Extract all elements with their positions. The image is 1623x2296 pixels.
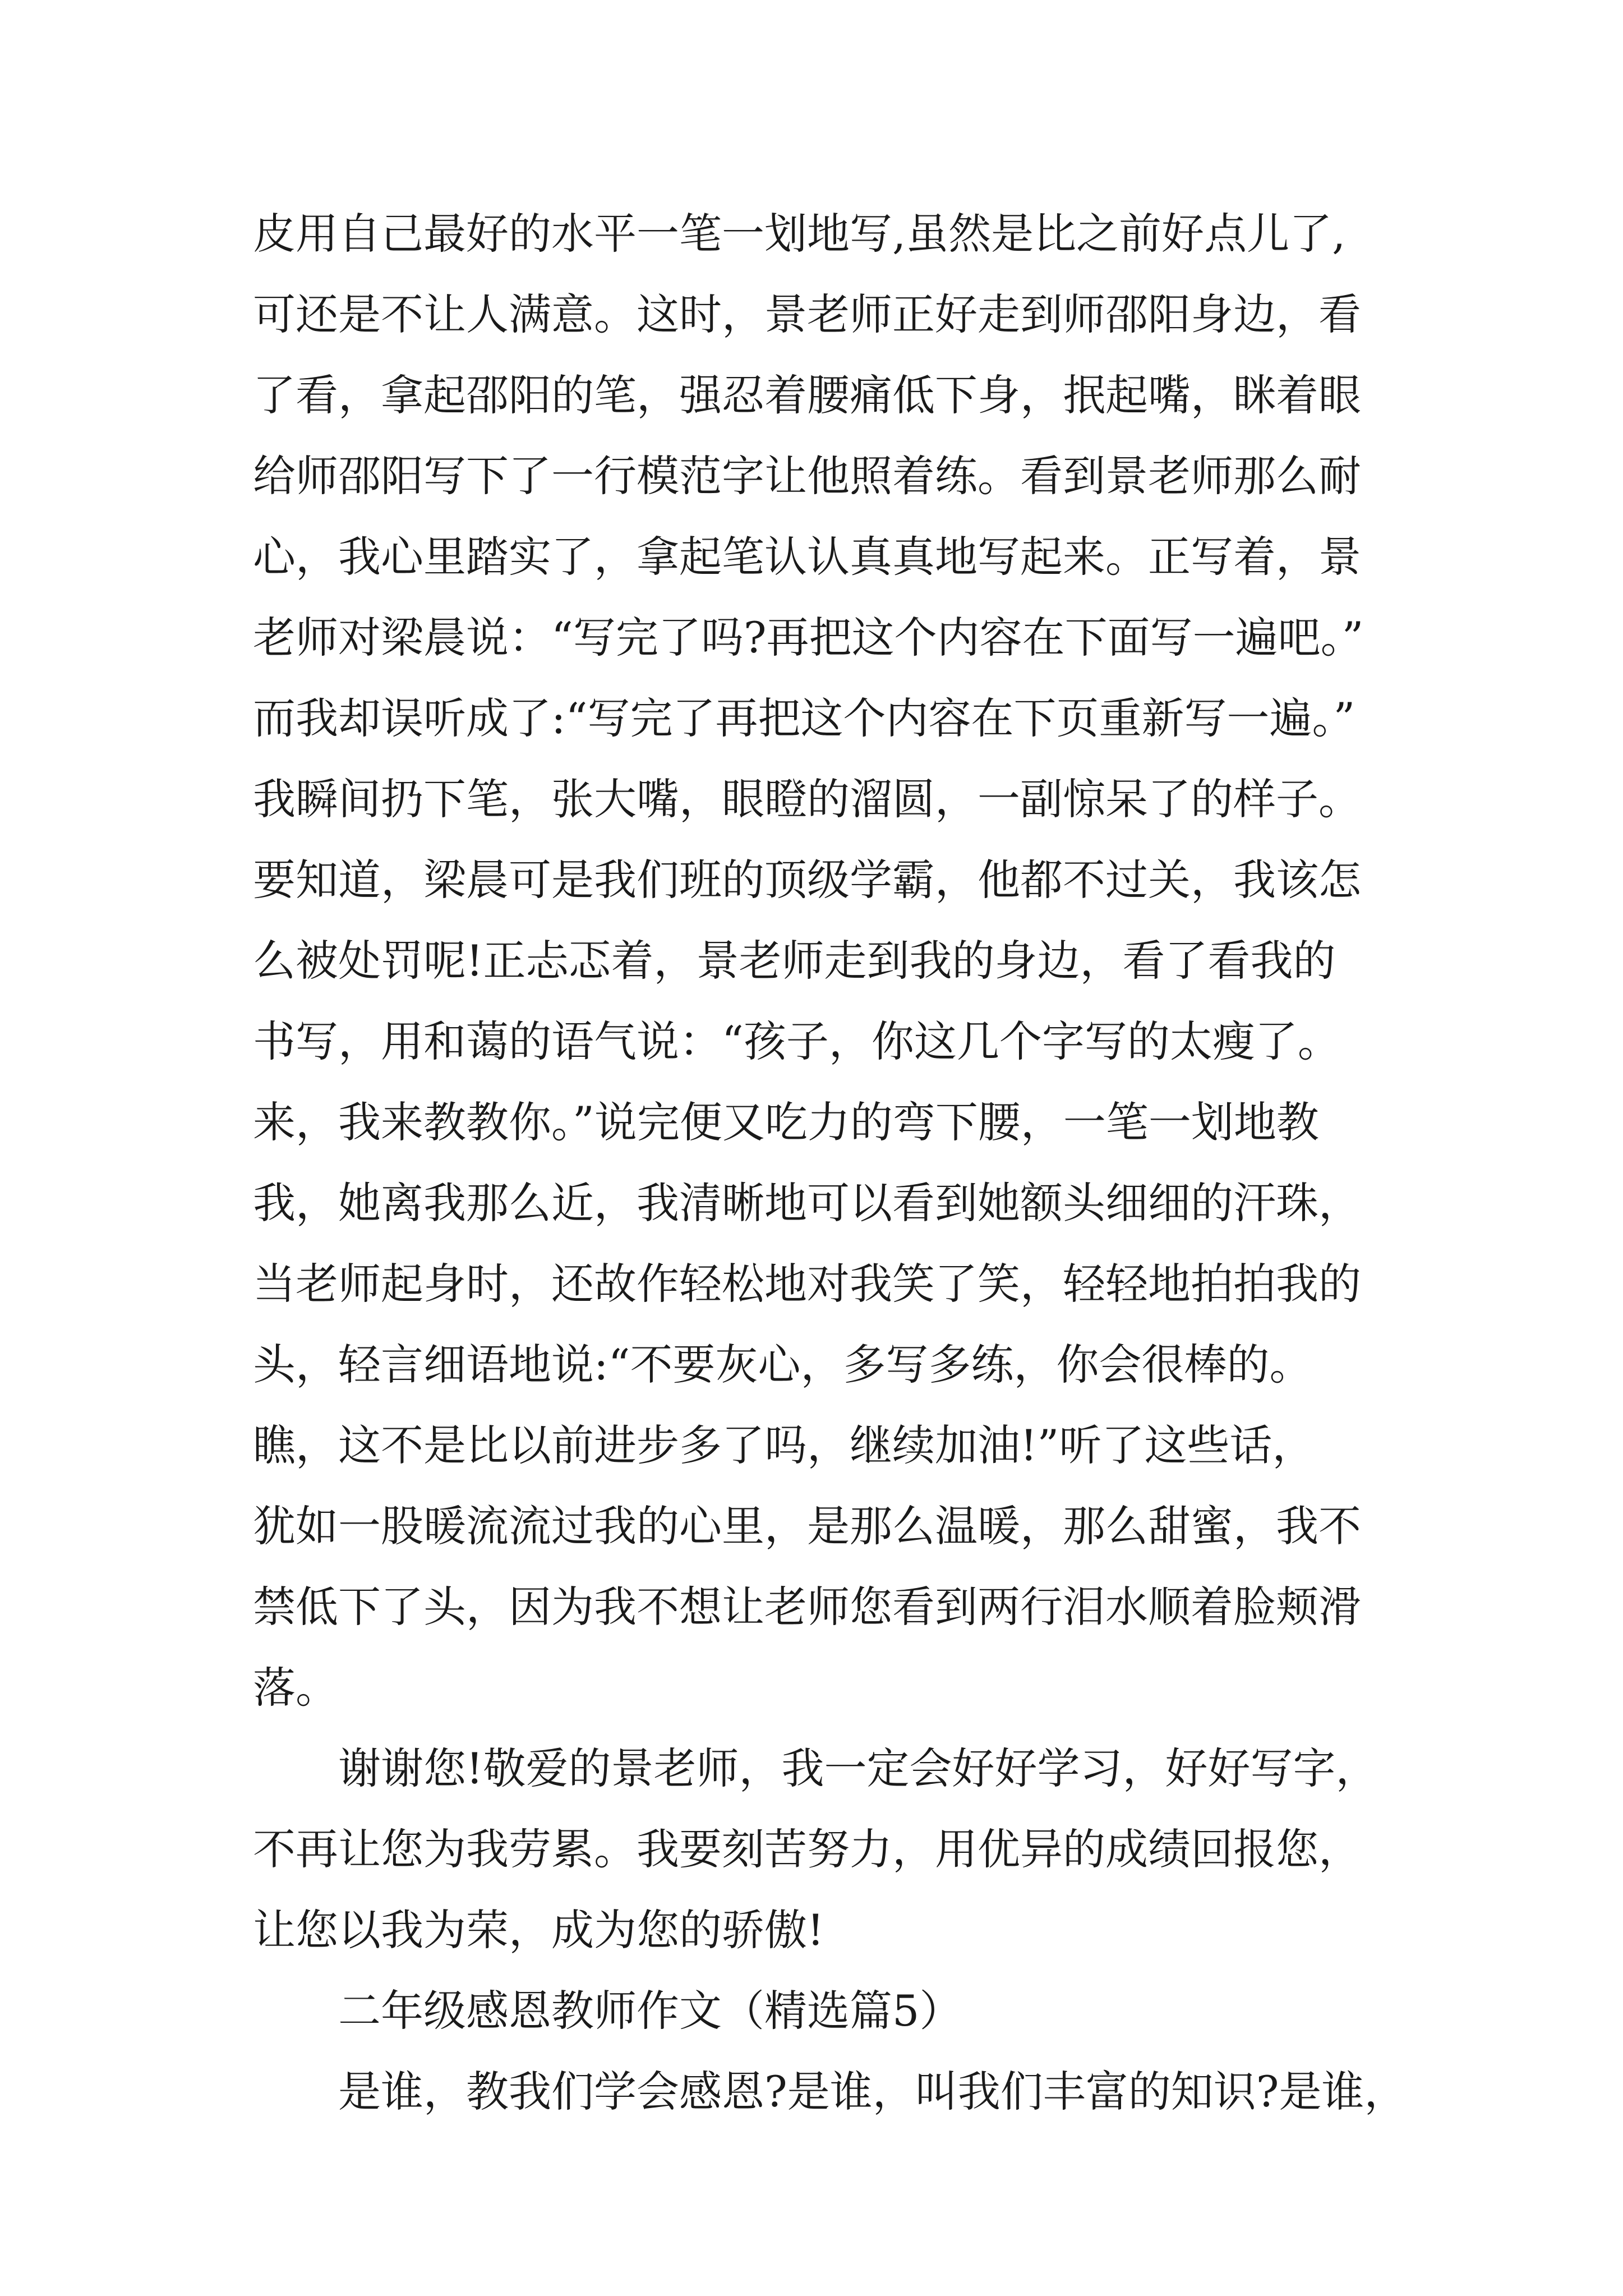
text-line: 心，我心里踏实了，拿起笔认认真真地写起来。正写着，景 [253, 532, 1361, 582]
text-line: 了看，拿起邵阳的笔，强忍着腰痛低下身，抿起嘴，眯着眼 [253, 370, 1361, 420]
paragraph-start-line: 是谁，教我们学会感恩?是谁，叫我们丰富的知识?是谁， [338, 2067, 1407, 2116]
text-line: 而我却误听成了:“写完了再把这个内容在下页重新写一遍。” [253, 693, 1355, 743]
text-line: 我瞬间扔下笔，张大嘴，眼瞪的溜圆，一副惊呆了的样子。 [253, 774, 1361, 824]
text-line: 可还是不让人满意。这时，景老师正好走到师邵阳身边，看 [253, 289, 1361, 339]
text-line: 禁低下了头，因为我不想让老师您看到两行泪水顺着脸颊滑 [253, 1582, 1361, 1632]
text-line: 当老师起身时，还故作轻松地对我笑了笑，轻轻地拍拍我的 [253, 1259, 1361, 1309]
text-line: 皮用自己最好的水平一笔一划地写,虽然是比之前好点儿了, [253, 209, 1346, 259]
text-line: 不再让您为我劳累。我要刻苦努力，用优异的成绩回报您， [253, 1824, 1361, 1874]
text-line: 落。 [253, 1663, 338, 1713]
paragraph-start-line: 谢谢您!敬爱的景老师，我一定会好好学习，好好写字， [338, 1743, 1378, 1793]
text-line: 书写，用和蔼的语气说：“孩子，你这几个字写的太瘦了。 [253, 1016, 1340, 1066]
text-line: 让您以我为荣，成为您的骄傲! [253, 1905, 824, 1955]
text-line: 要知道，梁晨可是我们班的顶级学霸，他都不过关，我该怎 [253, 855, 1361, 905]
text-line: 头，轻言细语地说:“不要灰心，多写多练，你会很棒的。 [253, 1340, 1312, 1389]
text-line: 瞧，这不是比以前进步多了吗，继续加油!”听了这些话， [253, 1420, 1315, 1470]
text-line: 我，她离我那么近，我清晰地可以看到她额头细细的汗珠， [253, 1178, 1361, 1228]
essay-text [253, 194, 1431, 2132]
text-line: 来，我来教教你。”说完便又吃力的弯下腰，一笔一划地教 [253, 1097, 1319, 1147]
section-heading: 二年级感恩教师作文（精选篇5） [338, 1986, 962, 2036]
text-line: 么被处罚呢!正忐忑着，景老师走到我的身边，看了看我的 [253, 936, 1336, 986]
text-line: 犹如一股暖流流过我的心里，是那么温暖，那么甜蜜，我不 [253, 1501, 1361, 1551]
text-line: 老师对梁晨说：“写完了吗?再把这个内容在下面写一遍吧。” [253, 613, 1364, 662]
text-line: 给师邵阳写下了一行模范字让他照着练。看到景老师那么耐 [253, 451, 1361, 501]
